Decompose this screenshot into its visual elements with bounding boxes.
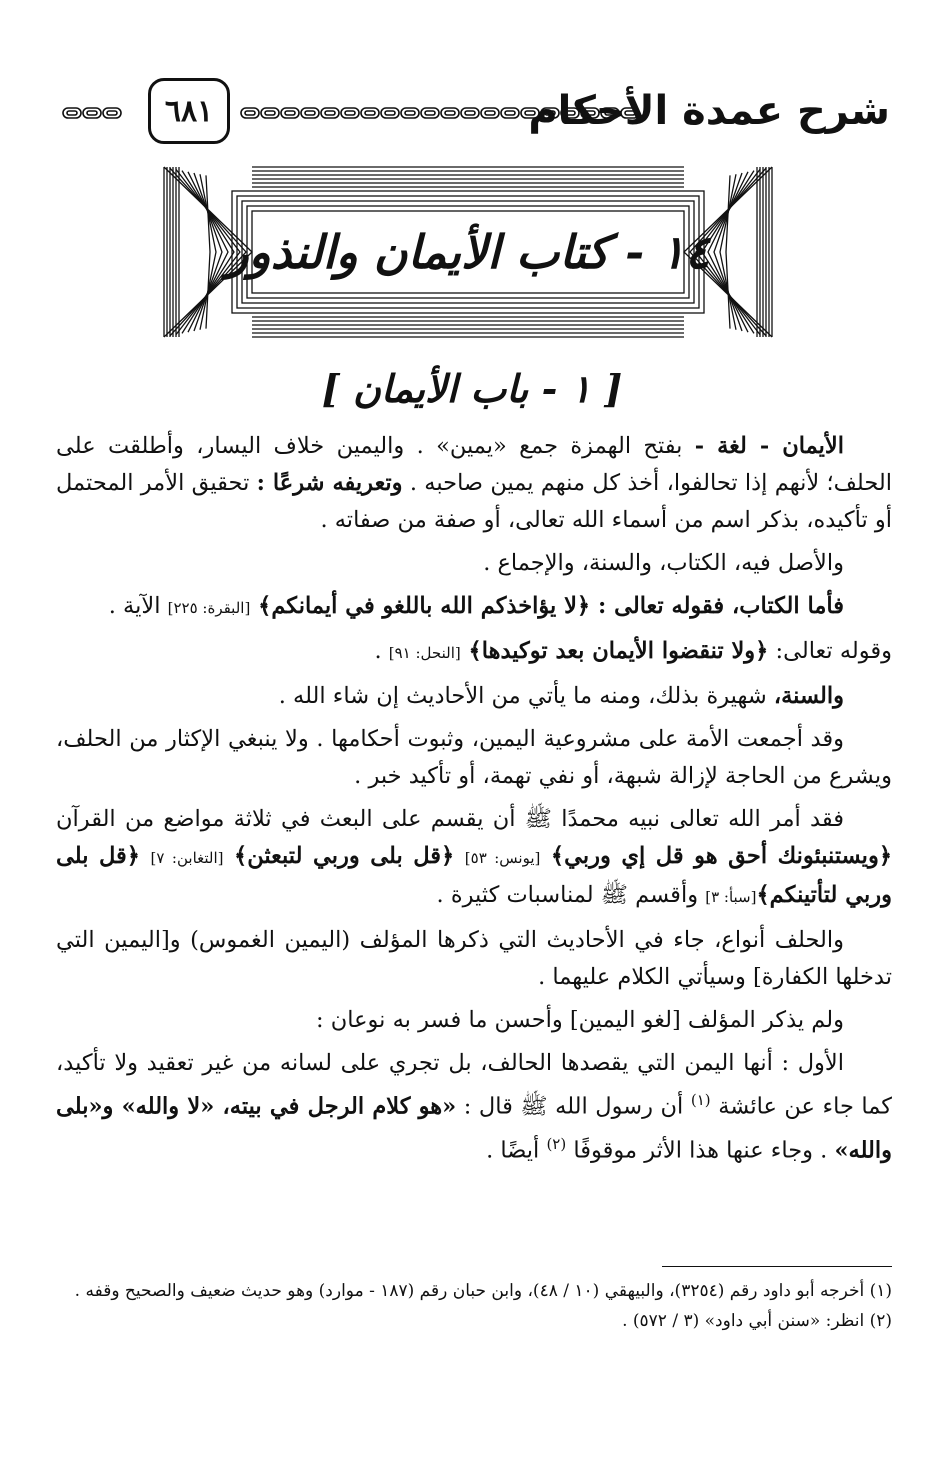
hadith-quote: «هو كلام الرجل في بيته، «لا والله» و«بلى والله» — [56, 1093, 892, 1163]
text-run: شهيرة بذلك، ومنه ما يأتي من الأحاديث إن شاء الله . — [278, 683, 774, 709]
bold-term: الأيمان - لغة - — [694, 433, 844, 459]
paragraph: ولم يذكر المؤلف [لغو اليمين] وأحسن ما فسر به نوعان : — [316, 1007, 844, 1033]
verse-reference: [سبأ: ٣] — [705, 888, 757, 906]
text-run: أيضًا . — [486, 1137, 547, 1163]
quran-verse: ﴿ولا تنقضوا الأيمان بعد توكيدها﴾ — [460, 638, 769, 664]
chain-ornament-right — [240, 106, 650, 120]
quran-verse: ﴿قل بلى وربي لتأتينكم﴾ — [56, 843, 892, 908]
chain-ornament-left — [62, 106, 122, 120]
footnote-marker: (١) — [690, 1091, 711, 1109]
verse-reference: [التغابن: ٧] — [150, 849, 224, 867]
chapter-banner — [160, 163, 776, 341]
paragraph — [56, 588, 892, 627]
quran-verse: ﴿ويستنبئونك أحق هو قل إي وربي﴾ — [540, 843, 892, 869]
body-text — [56, 428, 892, 1175]
footnote: (٢) انظر: «سنن أبي داود» (٣ / ٥٧٢) . — [622, 1311, 892, 1331]
paragraph: والأصل فيه، الكتاب، والسنة، والإجماع . — [483, 550, 844, 576]
paragraph — [56, 633, 892, 672]
text-run: تحقيق الأمر المحتمل أو تأكيده، بذكر اسم من أسماء الله تعالى، أو صفة من صفاته . — [56, 470, 892, 533]
quran-verse: ﴿لا يؤاخذكم الله باللغو في أيمانكم﴾ — [250, 593, 598, 619]
paragraph — [56, 428, 892, 539]
text-run: . — [374, 638, 389, 664]
chapter-heading: [ ١ - باب الأيمان ] — [321, 366, 623, 411]
quran-verse: ﴿قل بلى وربي لتبعثن﴾ — [223, 843, 465, 869]
banner-title: ١٤ - كتاب الأيمان والنذور — [260, 219, 676, 285]
bold-term: وتعريفه شرعًا : — [256, 470, 403, 496]
bold-term: والسنة، — [773, 683, 844, 709]
bold-term: فأما الكتاب، فقوله تعالى : — [597, 593, 844, 619]
text-run: وقوله تعالى: — [768, 638, 892, 664]
verse-reference: [يونس: ٥٣] — [464, 849, 541, 867]
footnote: (١) أخرجه أبو داود رقم (٣٢٥٤)، والبيهقي (١٠ / ٤٨)، وابن حبان رقم (١٨٧ - موارد) وهو حديث ضعيف والصحيح وقفه . — [74, 1281, 892, 1301]
page-number: ٦٨١ — [148, 78, 230, 144]
footnotes — [56, 1276, 892, 1336]
text-run: الأول : أنها اليمن التي يقصدها الحالف، بل تجري على لسانه من غير تعقيد ولا تأكيد، كما جاء عن عائشة — [56, 1050, 893, 1120]
paragraph: وقد أجمعت الأمة على مشروعية اليمين، وثبوت أحكامها . ولا ينبغي الإكثار من الحلف، ويشرع من الحاجة لإزالة شبهة، أو نفي تهمة، أو تأكيد خبر . — [56, 726, 892, 789]
paragraph — [56, 801, 892, 916]
text-run: فقد أمر الله تعالى نبيه محمدًا ﷺ أن يقسم على البعث في ثلاثة مواضع من القرآن — [56, 806, 844, 832]
footnote-marker: (٢) — [546, 1134, 567, 1153]
book-title: شرح عمدة الأحكام — [528, 88, 890, 134]
verse-reference: [البقرة: ٢٢٥] — [167, 599, 251, 617]
paragraph: والحلف أنواع، جاء في الأحاديث التي ذكرها المؤلف (اليمين الغموس) و[اليمين التي تدخلها الكفارة] وسيأتي الكلام عليهما . — [56, 927, 892, 990]
paragraph — [56, 1045, 892, 1169]
text-run: الآية . — [108, 593, 168, 619]
text-run: . وجاء عنها هذا الأثر موقوفًا — [566, 1137, 835, 1163]
verse-reference: [النحل: ٩١] — [388, 644, 461, 662]
text-run: بفتح الهمزة جمع «يمين» . واليمين خلاف اليسار، وأطلقت على الحلف؛ لأنهم إذا تحالفوا، أخذ كل منهم يمين صاحبه . — [56, 433, 892, 496]
page-header — [60, 78, 890, 150]
footnote-separator — [662, 1266, 892, 1267]
paragraph — [56, 678, 892, 715]
text-run: أن رسول الله ﷺ قال : — [456, 1093, 691, 1120]
text-run: وأقسم ﷺ لمناسبات كثيرة . — [436, 882, 706, 908]
